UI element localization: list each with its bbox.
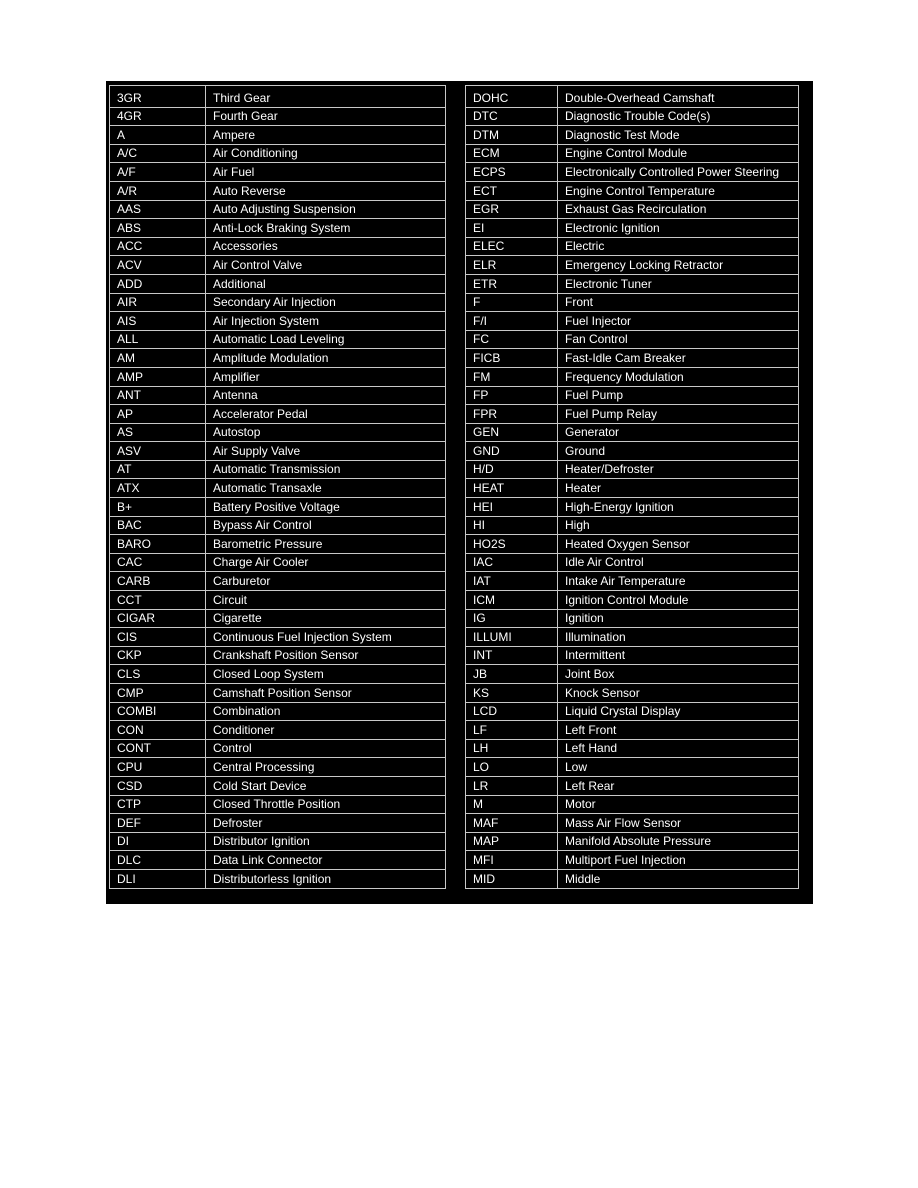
table-row <box>466 256 799 275</box>
table-row <box>466 219 799 238</box>
table-row <box>110 832 446 851</box>
meaning-cell: Amplitude Modulation <box>206 349 446 368</box>
meaning-cell: Electronic Tuner <box>558 274 799 293</box>
abbreviation-cell: ABS <box>110 219 206 238</box>
abbreviation-cell: INT <box>466 646 558 665</box>
table-row <box>466 535 799 554</box>
table-row <box>466 293 799 312</box>
abbreviation-cell: LR <box>466 776 558 795</box>
table-row <box>110 293 446 312</box>
abbreviation-cell: EI <box>466 219 558 238</box>
abbreviation-cell: CAC <box>110 553 206 572</box>
meaning-cell: Emergency Locking Retractor <box>558 256 799 275</box>
abbreviation-cell: CARB <box>110 572 206 591</box>
meaning-cell: Conditioner <box>206 721 446 740</box>
table-row <box>466 237 799 256</box>
abbreviation-table-right <box>465 85 799 889</box>
table-row <box>466 851 799 870</box>
abbreviation-cell: ECT <box>466 181 558 200</box>
meaning-cell: Heater/Defroster <box>558 460 799 479</box>
table-row <box>466 274 799 293</box>
meaning-cell: Frequency Modulation <box>558 367 799 386</box>
abbreviation-cell: AMP <box>110 367 206 386</box>
abbreviation-cell: IAT <box>466 572 558 591</box>
table-row <box>110 330 446 349</box>
table-row <box>466 628 799 647</box>
meaning-cell: Data Link Connector <box>206 851 446 870</box>
table-row <box>466 572 799 591</box>
table-row <box>466 442 799 461</box>
table-row <box>466 349 799 368</box>
meaning-cell: Control <box>206 739 446 758</box>
meaning-cell: Double-Overhead Camshaft <box>558 86 799 108</box>
abbreviation-cell: CKP <box>110 646 206 665</box>
meaning-cell: Air Fuel <box>206 163 446 182</box>
table-row <box>466 516 799 535</box>
abbreviation-cell: M <box>466 795 558 814</box>
table-row <box>466 498 799 517</box>
meaning-cell: Diagnostic Trouble Code(s) <box>558 107 799 126</box>
table-row <box>466 609 799 628</box>
meaning-cell: Ampere <box>206 126 446 145</box>
meaning-cell: Secondary Air Injection <box>206 293 446 312</box>
meaning-cell: Heated Oxygen Sensor <box>558 535 799 554</box>
abbreviation-cell: LF <box>466 721 558 740</box>
table-row <box>466 312 799 331</box>
meaning-cell: Charge Air Cooler <box>206 553 446 572</box>
abbreviation-cell: A/R <box>110 181 206 200</box>
abbreviation-cell: CLS <box>110 665 206 684</box>
abbreviation-cell: ELR <box>466 256 558 275</box>
meaning-cell: Automatic Load Leveling <box>206 330 446 349</box>
table-row <box>466 795 799 814</box>
abbreviation-cell: DOHC <box>466 86 558 108</box>
abbreviation-cell: GND <box>466 442 558 461</box>
abbreviation-cell: DLI <box>110 869 206 888</box>
table-row <box>110 721 446 740</box>
table-row <box>466 721 799 740</box>
abbreviation-cell: MAF <box>466 814 558 833</box>
abbreviation-cell: AIR <box>110 293 206 312</box>
table-row <box>466 479 799 498</box>
table-row <box>110 126 446 145</box>
abbreviation-cell: KS <box>466 684 558 703</box>
meaning-cell: Automatic Transmission <box>206 460 446 479</box>
table-row <box>466 646 799 665</box>
abbreviation-cell: LO <box>466 758 558 777</box>
abbreviation-cell: DTC <box>466 107 558 126</box>
meaning-cell: Intake Air Temperature <box>558 572 799 591</box>
table-row <box>466 405 799 424</box>
table-row <box>466 386 799 405</box>
table-row <box>110 386 446 405</box>
meaning-cell: Third Gear <box>206 86 446 108</box>
abbreviation-cell: ICM <box>466 591 558 610</box>
table-row <box>110 758 446 777</box>
meaning-cell: Electronically Controlled Power Steering <box>558 163 799 182</box>
abbreviation-cell: FICB <box>466 349 558 368</box>
table-row <box>466 776 799 795</box>
abbreviation-cell: DI <box>110 832 206 851</box>
table-row <box>110 219 446 238</box>
meaning-cell: Fourth Gear <box>206 107 446 126</box>
meaning-cell: Electronic Ignition <box>558 219 799 238</box>
abbreviation-cell: ANT <box>110 386 206 405</box>
abbreviation-cell: CON <box>110 721 206 740</box>
table-row <box>110 572 446 591</box>
meaning-cell: High-Energy Ignition <box>558 498 799 517</box>
table-row <box>110 535 446 554</box>
meaning-cell: Motor <box>558 795 799 814</box>
abbreviation-cell: HEI <box>466 498 558 517</box>
meaning-cell: Anti-Lock Braking System <box>206 219 446 238</box>
meaning-cell: Defroster <box>206 814 446 833</box>
abbreviation-cell: A/F <box>110 163 206 182</box>
table-row <box>466 758 799 777</box>
meaning-cell: Diagnostic Test Mode <box>558 126 799 145</box>
meaning-cell: Front <box>558 293 799 312</box>
abbreviation-cell: IG <box>466 609 558 628</box>
table-row <box>466 181 799 200</box>
abbreviation-cell: AT <box>110 460 206 479</box>
meaning-cell: Fan Control <box>558 330 799 349</box>
meaning-cell: Low <box>558 758 799 777</box>
meaning-cell: Idle Air Control <box>558 553 799 572</box>
abbreviation-cell: ALL <box>110 330 206 349</box>
table-row <box>110 367 446 386</box>
abbreviation-cell: B+ <box>110 498 206 517</box>
abbreviation-cell: CMP <box>110 684 206 703</box>
abbreviation-cell: HI <box>466 516 558 535</box>
abbreviation-cell: MID <box>466 869 558 888</box>
table-row <box>110 256 446 275</box>
meaning-cell: Auto Reverse <box>206 181 446 200</box>
abbreviation-cell: 4GR <box>110 107 206 126</box>
table-row <box>110 591 446 610</box>
meaning-cell: Left Front <box>558 721 799 740</box>
table-row <box>466 665 799 684</box>
abbreviation-cell: AAS <box>110 200 206 219</box>
abbreviation-cell: ELEC <box>466 237 558 256</box>
meaning-cell: Continuous Fuel Injection System <box>206 628 446 647</box>
table-row <box>110 274 446 293</box>
table-row <box>110 553 446 572</box>
abbreviation-cell: ASV <box>110 442 206 461</box>
table-row <box>110 776 446 795</box>
table-row <box>110 86 446 108</box>
meaning-cell: Fast-Idle Cam Breaker <box>558 349 799 368</box>
table-row <box>466 163 799 182</box>
meaning-cell: High <box>558 516 799 535</box>
table-row <box>466 591 799 610</box>
meaning-cell: Ground <box>558 442 799 461</box>
table-row <box>110 795 446 814</box>
abbreviation-cell: FC <box>466 330 558 349</box>
table-row <box>110 423 446 442</box>
table-row <box>110 516 446 535</box>
abbreviation-cell: FM <box>466 367 558 386</box>
abbreviation-cell: FPR <box>466 405 558 424</box>
table-row <box>466 739 799 758</box>
abbreviation-cell: IAC <box>466 553 558 572</box>
table-row <box>466 832 799 851</box>
meaning-cell: Middle <box>558 869 799 888</box>
meaning-cell: Joint Box <box>558 665 799 684</box>
meaning-cell: Cigarette <box>206 609 446 628</box>
meaning-cell: Closed Loop System <box>206 665 446 684</box>
table-row <box>466 86 799 108</box>
abbreviation-cell: ILLUMI <box>466 628 558 647</box>
meaning-cell: Generator <box>558 423 799 442</box>
abbreviation-cell: DLC <box>110 851 206 870</box>
table-row <box>110 646 446 665</box>
table-row <box>110 609 446 628</box>
abbreviation-cell: ECM <box>466 144 558 163</box>
meaning-cell: Air Supply Valve <box>206 442 446 461</box>
abbreviation-cell: BARO <box>110 535 206 554</box>
table-row <box>110 498 446 517</box>
meaning-cell: Bypass Air Control <box>206 516 446 535</box>
table-row <box>110 702 446 721</box>
meaning-cell: Left Hand <box>558 739 799 758</box>
meaning-cell: Manifold Absolute Pressure <box>558 832 799 851</box>
abbreviation-cell: DEF <box>110 814 206 833</box>
abbreviation-cell: LH <box>466 739 558 758</box>
abbreviation-cell: CSD <box>110 776 206 795</box>
table-row <box>110 163 446 182</box>
meaning-cell: Mass Air Flow Sensor <box>558 814 799 833</box>
abbreviation-cell: EGR <box>466 200 558 219</box>
meaning-cell: Engine Control Module <box>558 144 799 163</box>
meaning-cell: Air Control Valve <box>206 256 446 275</box>
table-row <box>110 628 446 647</box>
meaning-cell: Air Injection System <box>206 312 446 331</box>
meaning-cell: Amplifier <box>206 367 446 386</box>
meaning-cell: Distributorless Ignition <box>206 869 446 888</box>
meaning-cell: Ignition <box>558 609 799 628</box>
meaning-cell: Crankshaft Position Sensor <box>206 646 446 665</box>
abbreviation-cell: A/C <box>110 144 206 163</box>
meaning-cell: Carburetor <box>206 572 446 591</box>
table-row <box>110 107 446 126</box>
meaning-cell: Barometric Pressure <box>206 535 446 554</box>
meaning-cell: Combination <box>206 702 446 721</box>
meaning-cell: Accessories <box>206 237 446 256</box>
abbreviation-cell: FP <box>466 386 558 405</box>
abbreviation-cell: HO2S <box>466 535 558 554</box>
table-row <box>466 684 799 703</box>
table-row <box>110 479 446 498</box>
abbreviation-cell: ACC <box>110 237 206 256</box>
table-row <box>466 367 799 386</box>
abbreviation-cell: BAC <box>110 516 206 535</box>
meaning-cell: Intermittent <box>558 646 799 665</box>
meaning-cell: Exhaust Gas Recirculation <box>558 200 799 219</box>
table-row <box>110 405 446 424</box>
table-row <box>110 442 446 461</box>
table-row <box>466 869 799 888</box>
meaning-cell: Automatic Transaxle <box>206 479 446 498</box>
abbreviation-table-left <box>109 85 446 889</box>
abbreviation-cell: CIGAR <box>110 609 206 628</box>
table-row <box>110 312 446 331</box>
abbreviation-cell: DTM <box>466 126 558 145</box>
abbreviation-cell: AP <box>110 405 206 424</box>
table-row <box>110 739 446 758</box>
table-row <box>110 181 446 200</box>
meaning-cell: Accelerator Pedal <box>206 405 446 424</box>
table-row <box>466 144 799 163</box>
table-row <box>466 330 799 349</box>
abbreviation-cell: CONT <box>110 739 206 758</box>
meaning-cell: Autostop <box>206 423 446 442</box>
meaning-cell: Closed Throttle Position <box>206 795 446 814</box>
abbreviation-cell: 3GR <box>110 86 206 108</box>
meaning-cell: Multiport Fuel Injection <box>558 851 799 870</box>
abbreviation-cell: H/D <box>466 460 558 479</box>
meaning-cell: Electric <box>558 237 799 256</box>
table-row <box>466 200 799 219</box>
meaning-cell: Left Rear <box>558 776 799 795</box>
abbreviation-cell: ACV <box>110 256 206 275</box>
table-row <box>466 423 799 442</box>
meaning-cell: Liquid Crystal Display <box>558 702 799 721</box>
meaning-cell: Heater <box>558 479 799 498</box>
meaning-cell: Circuit <box>206 591 446 610</box>
abbreviation-cell: CTP <box>110 795 206 814</box>
meaning-cell: Auto Adjusting Suspension <box>206 200 446 219</box>
abbreviation-cell: ETR <box>466 274 558 293</box>
meaning-cell: Ignition Control Module <box>558 591 799 610</box>
abbreviation-cell: F/I <box>466 312 558 331</box>
meaning-cell: Cold Start Device <box>206 776 446 795</box>
table-row <box>110 814 446 833</box>
meaning-cell: Illumination <box>558 628 799 647</box>
meaning-cell: Fuel Injector <box>558 312 799 331</box>
table-row <box>110 237 446 256</box>
abbreviation-cell: CCT <box>110 591 206 610</box>
abbreviation-cell: COMBI <box>110 702 206 721</box>
abbreviation-cell: F <box>466 293 558 312</box>
abbreviation-cell: JB <box>466 665 558 684</box>
table-row <box>110 200 446 219</box>
table-row <box>466 126 799 145</box>
meaning-cell: Fuel Pump Relay <box>558 405 799 424</box>
abbreviation-cell: ATX <box>110 479 206 498</box>
abbreviation-cell: HEAT <box>466 479 558 498</box>
meaning-cell: Engine Control Temperature <box>558 181 799 200</box>
table-row <box>466 107 799 126</box>
abbreviation-cell: A <box>110 126 206 145</box>
meaning-cell: Additional <box>206 274 446 293</box>
abbreviation-cell: AS <box>110 423 206 442</box>
abbreviation-cell: GEN <box>466 423 558 442</box>
table-row <box>466 553 799 572</box>
table-row <box>466 702 799 721</box>
table-row <box>110 144 446 163</box>
meaning-cell: Camshaft Position Sensor <box>206 684 446 703</box>
abbreviations-panel <box>106 81 813 904</box>
table-row <box>110 869 446 888</box>
meaning-cell: Distributor Ignition <box>206 832 446 851</box>
meaning-cell: Antenna <box>206 386 446 405</box>
table-row <box>110 349 446 368</box>
table-row <box>466 814 799 833</box>
abbreviation-cell: MFI <box>466 851 558 870</box>
table-row <box>110 665 446 684</box>
table-row <box>110 460 446 479</box>
table-row <box>110 684 446 703</box>
table-row <box>466 460 799 479</box>
meaning-cell: Central Processing <box>206 758 446 777</box>
meaning-cell: Battery Positive Voltage <box>206 498 446 517</box>
meaning-cell: Knock Sensor <box>558 684 799 703</box>
abbreviation-cell: MAP <box>466 832 558 851</box>
meaning-cell: Air Conditioning <box>206 144 446 163</box>
abbreviation-cell: CPU <box>110 758 206 777</box>
abbreviation-cell: ADD <box>110 274 206 293</box>
abbreviation-cell: AM <box>110 349 206 368</box>
abbreviation-cell: LCD <box>466 702 558 721</box>
table-row <box>110 851 446 870</box>
meaning-cell: Fuel Pump <box>558 386 799 405</box>
abbreviation-cell: AIS <box>110 312 206 331</box>
abbreviation-cell: CIS <box>110 628 206 647</box>
abbreviation-cell: ECPS <box>466 163 558 182</box>
